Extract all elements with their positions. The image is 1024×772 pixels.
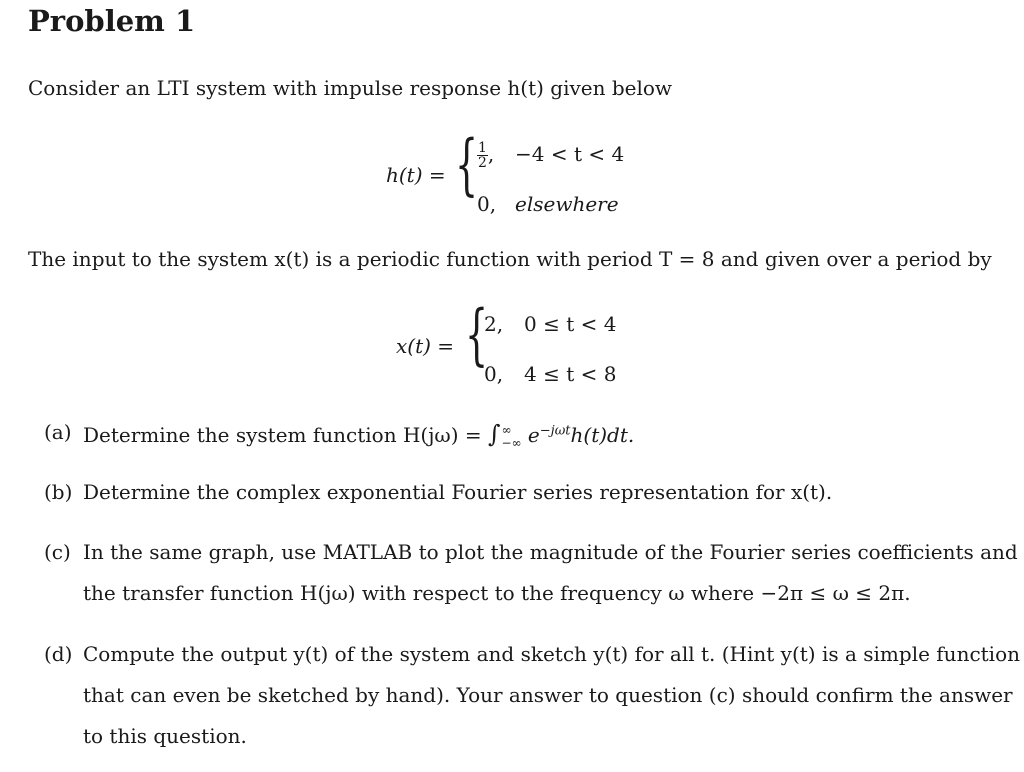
- part-c-label: (c): [44, 540, 71, 564]
- part-c-line1: In the same graph, use MATLAB to plot the magnitude of the Fourier series coefficients and: [83, 540, 1018, 564]
- integral-limits: [502, 424, 522, 449]
- integrand-rest: h(t)dt.: [570, 423, 635, 447]
- integral-sign: ∫: [487, 420, 501, 448]
- h-case1-fraction: [477, 141, 488, 170]
- h-brace: {: [455, 126, 479, 203]
- x-case1-value: 2,: [484, 312, 504, 336]
- integrand-base: e: [527, 423, 540, 447]
- intro-text: Consider an LTI system with impulse response h(t) given below: [28, 76, 673, 100]
- part-c-line2: the transfer function H(jω) with respect to the frequency ω where −2π ≤ ω ≤ 2π.: [83, 581, 911, 605]
- part-a-text: [83, 420, 634, 449]
- part-d-label: (d): [44, 642, 73, 666]
- h-case1-condition: −4 < t < 4: [515, 142, 625, 166]
- h-case1-den: 2: [478, 155, 487, 171]
- part-a-label: (a): [44, 420, 72, 444]
- x-brace: {: [465, 296, 489, 373]
- part-b-text: Determine the complex exponential Fourier series representation for x(t).: [83, 480, 833, 504]
- part-a-main: Determine the system function H(jω) =: [83, 423, 482, 447]
- part-d-line3: to this question.: [83, 724, 247, 748]
- part-d-line1: Compute the output y(t) of the system and sketch y(t) for all t. (Hint y(t) is a simple function: [83, 642, 1021, 666]
- problem-title: Problem 1: [28, 4, 196, 38]
- x-case2-value: 0,: [484, 362, 504, 386]
- x-case2-condition: 4 ≤ t < 8: [524, 362, 617, 386]
- h-lhs: h(t) =: [386, 163, 446, 187]
- h-case1-num: 1: [478, 140, 487, 156]
- h-case2-value: 0,: [477, 192, 497, 216]
- h-case2-condition: elsewhere: [515, 192, 619, 216]
- integral-upper: ∞: [501, 422, 512, 437]
- h-case1-suffix: ,: [487, 142, 495, 166]
- part-d-line2: that can even be sketched by hand). Your answer to question (c) should confirm the answer: [83, 683, 1013, 707]
- input-description: The input to the system x(t) is a periodic function with period T = 8 and given over a period by: [28, 247, 992, 271]
- h-case1-value: [477, 141, 494, 170]
- integral-lower: −∞: [501, 435, 522, 450]
- x-case1-condition: 0 ≤ t < 4: [524, 312, 617, 336]
- x-lhs: x(t) =: [396, 334, 455, 358]
- integrand-exponent: −jωt: [539, 423, 571, 439]
- part-b-label: (b): [44, 480, 73, 504]
